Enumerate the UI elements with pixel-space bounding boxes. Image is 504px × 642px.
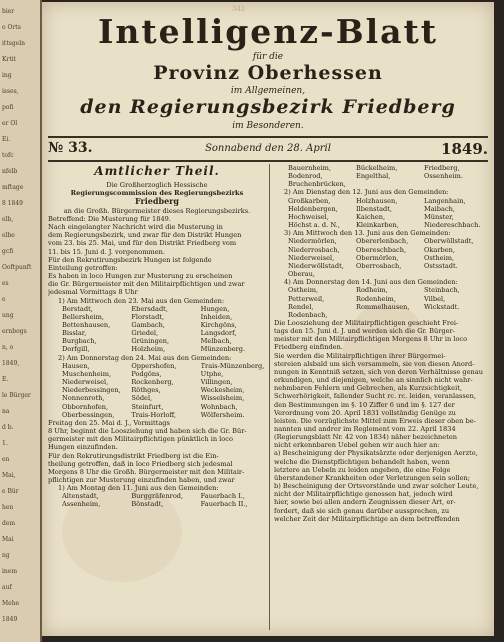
header-rule-top: [48, 136, 488, 138]
municipality-name: Steinfurt,: [131, 402, 164, 411]
section-title: Amtlicher Theil.: [94, 164, 220, 178]
text-line: dem Regierungsbezirk, und zwar für den Distrikt Hungen: [48, 231, 242, 240]
municipality-name: Trais-Horloff,: [131, 410, 177, 419]
masthead-district: den Regierungsbezirk Friedberg: [80, 96, 456, 118]
text-line: pflichtigen zur Musterung einzufinden haben, und zwar: [48, 475, 235, 484]
municipality-name: Petterweil,: [288, 294, 325, 303]
municipality-name: Großkarben,: [288, 196, 331, 205]
municipality-name: Höchst a. d. N.,: [288, 221, 340, 230]
prev-page-fragment: mftage: [2, 184, 24, 191]
municipality-name: Burggräfenrod,: [131, 492, 184, 501]
prev-page-fragment: ng: [2, 552, 10, 559]
municipality-name: Weckesheim,: [200, 386, 245, 395]
municipality-name: [424, 311, 488, 319]
authority-line: Friedberg: [135, 196, 179, 207]
municipality-name: Oberrosbach,: [356, 261, 402, 270]
municipality-name: Hungen,: [200, 304, 230, 313]
prev-page-fragment: ung: [2, 312, 14, 319]
text-line: Sie werden die Militairpflichtigen ihrer Bürgermei-: [274, 351, 446, 360]
issue-line: [48, 140, 488, 158]
newspaper-page: [42, 2, 494, 636]
subject-line: Betreffend: Die Musterung für 1849.: [48, 214, 171, 223]
municipality-name: Utphe,: [200, 369, 224, 378]
prev-page-fragment: Ooftpunft: [2, 264, 32, 271]
prev-page-fragment: er Ol: [2, 120, 18, 127]
schedule-heading: 1) Am Mittwoch den 23. Mai aus den Gemeinden:: [58, 296, 225, 305]
header-rule-bottom: [48, 160, 488, 162]
schedule-heading: 1) Am Montag den 11. Juni aus den Gemeinden:: [58, 484, 219, 493]
municipality-name: Friedberg,: [424, 164, 460, 172]
municipality-name: Röthges,: [131, 386, 161, 395]
municipality-name: Bauernheim,: [288, 164, 331, 172]
municipality-name: Münzenberg.: [200, 345, 246, 354]
prev-page-fragment: elb,: [2, 216, 14, 223]
text-line: Es haben in loco Hungen zur Musterung zu erscheinen: [48, 272, 233, 281]
prev-page-fragment: Mai: [2, 536, 14, 543]
municipality-name: Holzhausen,: [356, 196, 398, 205]
prev-page-fragment: pofi: [2, 104, 14, 111]
municipality-name: Inheiden,: [200, 312, 233, 321]
schedule-heading: 2) Am Donnerstag den 24. Mai aus den Gemeinden:: [58, 353, 232, 362]
text-line: Nach eingelangter Nachricht wird die Musterung in: [48, 223, 223, 232]
text-line: überstandener Krankheiten oder Verletzungen sein sollen;: [274, 473, 470, 482]
municipality-name: Wohnbach,: [200, 402, 238, 411]
prev-page-fragment: e: [2, 296, 6, 303]
municipality-name: Burgbach,: [62, 337, 97, 346]
municipality-name: Rendel,: [288, 302, 314, 311]
left-column: [48, 164, 266, 634]
prev-page-fragment: ittsgeln: [2, 40, 25, 47]
prev-page-fragment: 1849: [2, 616, 18, 623]
municipality-name: Oberbessingen,: [62, 410, 115, 419]
text-line: die Gr. Bürgermeister mit den Militairpflichtigen und zwar: [48, 280, 245, 289]
text-line: theilung getroffen, daß in loco Friedberg sich jedesmal: [48, 459, 233, 468]
prev-page-fragment: e Bür: [2, 488, 19, 495]
prev-page-fragment: auf: [2, 584, 12, 591]
municipality-name: Kirchgöns,: [200, 321, 237, 329]
text-line: 11. bis 15. Juni d. J. vorgenommen.: [48, 247, 165, 256]
municipality-name: Okarben,: [424, 245, 455, 254]
municipality-name: Bönstadt,: [131, 500, 164, 509]
municipality-name: [356, 270, 420, 278]
addressee: an die Großh. Bürgermeister dieses Regierungsbezirks.: [63, 206, 251, 215]
text-line: (Regierungsblatt Nr. 42 von 1834) näher bezeichneten: [274, 433, 458, 442]
municipality-name: Ebersdadt,: [131, 304, 168, 313]
text-line: a) Bescheinigung der Physikatsärzte oder derjenigen Aerzte,: [274, 449, 478, 458]
municipality-name: Hausen,: [62, 361, 90, 370]
municipality-name: Hochweisel,: [288, 212, 329, 221]
prev-page-fragment: le Bürger: [2, 392, 31, 399]
municipality-name: Altenstadt,: [62, 492, 99, 501]
municipality-name: Dorfgill,: [62, 345, 90, 354]
municipality-name: Ilbenstadt,: [356, 204, 393, 213]
text-line: den Bestimmungen im §. 10 Ziffer 6 und im §. 127 der: [274, 400, 455, 409]
text-line: nannten und andrer im Reglement vom 22. April 1834: [274, 425, 456, 433]
municipality-name: Wölfersheim.: [200, 410, 245, 419]
masthead-title: Intelligenz-Blatt: [97, 12, 439, 51]
masthead-province: Provinz Oberhessen: [153, 62, 383, 84]
text-line: fordert, daß sie sich genau darüber aussprechen, zu: [274, 506, 450, 515]
text-line: erkundigen, und diejenigen, welche an sinnlich nicht wahr-: [274, 376, 473, 385]
prev-page-fragment: ing: [2, 72, 12, 79]
municipality-name: Oberau,: [288, 270, 315, 279]
prev-page-fragment: inem: [2, 568, 18, 575]
municipality-name: Wickstadt.: [424, 302, 460, 311]
municipality-name: Oppershofen,: [131, 361, 177, 370]
prev-page-fragment: ernbogs: [2, 328, 27, 335]
municipality-name: [356, 180, 420, 188]
municipality-name: Ostheim,: [288, 286, 319, 295]
municipality-name: Grüningen,: [131, 337, 170, 346]
prev-page-fragment: tofc: [2, 152, 14, 159]
text-line: germeister mit den Militairpflichtigen pünktlich in loco: [48, 435, 233, 444]
municipality-name: Münster,: [424, 212, 454, 221]
municipality-name: Muschenheim,: [62, 369, 112, 378]
municipality-name: Obermörlen,: [356, 253, 399, 262]
municipality-name: Trais-Münzenberg,: [200, 361, 265, 370]
municipality-name: Oberwöllstadt,: [424, 237, 474, 246]
schedule-heading: 3) Am Mittwoch den 13. Juni aus den Gemeinden:: [284, 229, 451, 238]
text-line: welche die Dienstpflichtigen behandelt haben, wenn: [274, 457, 450, 466]
municipality-name: Berstadt,: [62, 304, 93, 313]
text-line: letztere an Uebeln zu leiden angeben, die eine Folge: [274, 465, 451, 474]
text-line: Für den Rekrutirungsbezirk Hungen ist folgende: [48, 255, 212, 264]
municipality-name: Kleinkarben,: [356, 221, 399, 230]
municipality-name: Assenheim,: [62, 500, 101, 509]
right-column: [274, 164, 488, 634]
text-line: vom 23. bis 25. Mai, und für den Distrikt Friedberg vom: [48, 239, 237, 248]
municipality-name: Niederbessingen,: [62, 386, 121, 395]
schedule-heading: 2) Am Dienstag den 12. Juni aus den Gemeinden:: [284, 188, 449, 197]
municipality-name: Holzheim,: [131, 345, 166, 354]
municipality-name: Bisslar,: [62, 329, 87, 338]
municipality-name: Fauerbach I.,: [200, 492, 245, 501]
municipality-name: Niedermörlen,: [288, 237, 337, 246]
prev-page-fragment: d b.: [2, 424, 14, 431]
municipality-name: Steinbach,: [424, 286, 460, 295]
prev-page-fragment: 1.: [2, 440, 8, 447]
text-line: jedesmal Vormittags 8 Uhr: [48, 288, 138, 297]
column-divider: [269, 164, 270, 630]
masthead-line-4: im Allgemeinen,: [230, 86, 306, 96]
text-line: Einteilung getroffen:: [48, 263, 118, 272]
municipality-name: Ossenheim.: [424, 172, 463, 181]
municipality-name: [356, 311, 420, 319]
prev-page-fragment: dem: [2, 520, 16, 527]
municipality-name: Podgöns,: [131, 369, 162, 378]
text-line: nicht erkennbaren Uebel gehen wir auch hier an:: [274, 441, 440, 450]
issue-year: 1849.: [441, 140, 488, 158]
municipality-name: Rodenbach,: [288, 310, 328, 319]
text-line: nungen in Kenntniß setzen, sich von deren Verhältnisse genau: [274, 367, 483, 376]
text-line: Verordnung vom 20. April 1831 vollständig Genüge zu: [274, 408, 456, 417]
municipality-name: Södel,: [131, 394, 153, 403]
municipality-name: Nonnenroth,: [62, 394, 105, 403]
municipality-name: Niederweisel,: [288, 253, 335, 262]
text-line: Friedberg einfinden.: [274, 343, 343, 352]
municipality-name: [424, 180, 488, 188]
prev-page-fragment: o Orts: [2, 24, 21, 31]
prev-page-fragment: na: [2, 408, 10, 415]
text-line: stereien alsbald um sich versammeln, sie von diesen Anord-: [274, 359, 475, 368]
text-line: tags den 15. Juni d. J. und werden sich die Gr. Bürger-: [274, 327, 455, 336]
prev-page-fragment: hen: [2, 504, 14, 511]
municipality-name: Niedereschbach.: [424, 221, 481, 230]
municipality-name: Villingen,: [200, 378, 233, 387]
text-line: Freitag den 25. Mai d. J., Vormittags: [48, 418, 170, 427]
text-line: Morgens 8 Uhr die Großh. Bürgermeister mit den Militair-: [48, 467, 245, 476]
prev-page-fragment: Mai,: [2, 472, 16, 479]
municipality-name: Griedel,: [131, 329, 159, 338]
municipality-name: Bückelheim,: [356, 164, 398, 172]
municipality-name: Ostheim,: [424, 253, 455, 262]
municipality-name: Engelthal,: [356, 172, 391, 181]
prev-page-fragment: bier: [2, 8, 15, 15]
prev-page-fragment: elbe: [2, 232, 15, 239]
issue-date: Sonnabend den 28. April: [205, 143, 331, 154]
municipality-name: Vilbel,: [424, 294, 446, 303]
authority-line: Die Großherzoglich Hessische: [106, 181, 208, 189]
municipality-name: Bellersheim,: [62, 312, 105, 321]
municipality-name: Rommelhausen,: [356, 302, 410, 311]
text-line: Die Loosziehung der Militairpflichtigen geschieht Frei-: [274, 318, 459, 327]
municipality-name: Langenhain,: [424, 196, 466, 205]
municipality-name: Rodenheim,: [356, 294, 396, 303]
previous-page-edge: [0, 0, 42, 642]
municipality-name: Rodheim,: [356, 286, 388, 295]
municipality-name: Maibach,: [424, 204, 455, 213]
text-line: leisten. Die vorzüglichste Mittel zum Erweis dieser oben be-: [274, 416, 476, 425]
municipality-name: Niederweisel,: [62, 378, 109, 387]
text-line: meister mit den Militairpflichtigen Morgens 8 Uhr in loco: [274, 335, 468, 344]
prev-page-fragment: Mehe: [2, 600, 20, 607]
prev-page-fragment: Ei.: [2, 136, 11, 143]
municipality-name: Melbach,: [200, 337, 232, 346]
municipality-name: Bettenhausen,: [62, 321, 111, 329]
prev-page-fragment: nfelb: [2, 168, 18, 175]
prev-page-fragment: Krtit: [2, 56, 17, 63]
masthead-line-6: im Besonderen.: [232, 121, 304, 131]
issue-number: № 33.: [48, 140, 93, 156]
text-line: nicht der Militairpflichtige genossen hat, jedoch wird: [274, 490, 453, 499]
prev-page-fragment: isses,: [2, 88, 19, 95]
municipality-name: Obererlenbach,: [356, 237, 409, 246]
prev-page-fragment: 8 1849: [2, 200, 23, 207]
municipality-name: Heldenbergen,: [288, 204, 338, 213]
municipality-name: Obbornhofen,: [62, 402, 109, 411]
text-line: b) Bescheinigung der Ortsvorstände und zwar solcher Leute,: [274, 482, 479, 491]
prev-page-fragment: es: [2, 280, 9, 287]
municipality-name: Obereschbach,: [356, 245, 407, 254]
masthead-line-2: für die: [252, 52, 284, 62]
municipality-name: Bodenrod,: [288, 172, 323, 181]
prev-page-fragment: en: [2, 456, 10, 463]
prev-page-fragment: E.: [2, 376, 9, 383]
text-line: hier, sowie bei allen andern Zeugnissen dieser Art, er-: [274, 498, 456, 507]
municipality-name: Niederrosbach,: [288, 245, 340, 254]
text-line: Hungen einzufinden.: [48, 443, 118, 452]
municipality-name: Wisselsheim,: [200, 394, 245, 403]
municipality-name: [424, 270, 488, 278]
authority-line: Regierungscommission des Regierungsbezirks: [70, 189, 244, 198]
municipality-name: Niederwöllstadt,: [288, 261, 344, 270]
text-line: welcher Zeit der Militairpflichtige an dem betreffenden: [274, 514, 460, 523]
prev-page-fragment: 1849,: [2, 360, 20, 367]
text-line: nehmbaren Fehlern und Gebrechen, als Kurzsichtigkeit,: [274, 384, 462, 393]
municipality-name: Ostsstadt.: [424, 261, 458, 270]
municipality-name: Rockenberg,: [131, 378, 174, 387]
prev-page-fragment: n, o: [2, 344, 14, 351]
page-number: 341: [232, 5, 246, 13]
municipality-name: Kaichen,: [356, 212, 386, 221]
municipality-name: Gambach,: [131, 321, 165, 329]
municipality-name: Florstadt,: [131, 312, 165, 321]
text-line: Schwerhörigkeit, fallender Sucht rc. rc. leiden, veranlassen,: [274, 392, 477, 401]
text-line: Für den Rekrutirungsdistrikt Friedberg ist die Ein-: [48, 451, 219, 460]
municipality-name: Langsdorf,: [200, 329, 237, 338]
municipality-name: Bruchenbrücken,: [288, 180, 346, 189]
municipality-name: Fauerbach II.,: [200, 500, 248, 509]
text-line: 8 Uhr, beginnt die Loosziehung und haben sich die Gr. Bür-: [48, 427, 247, 436]
schedule-heading: 4) Am Donnerstag den 14. Juni aus den Gemeinden:: [284, 278, 458, 287]
prev-page-fragment: gcfi: [2, 248, 14, 255]
